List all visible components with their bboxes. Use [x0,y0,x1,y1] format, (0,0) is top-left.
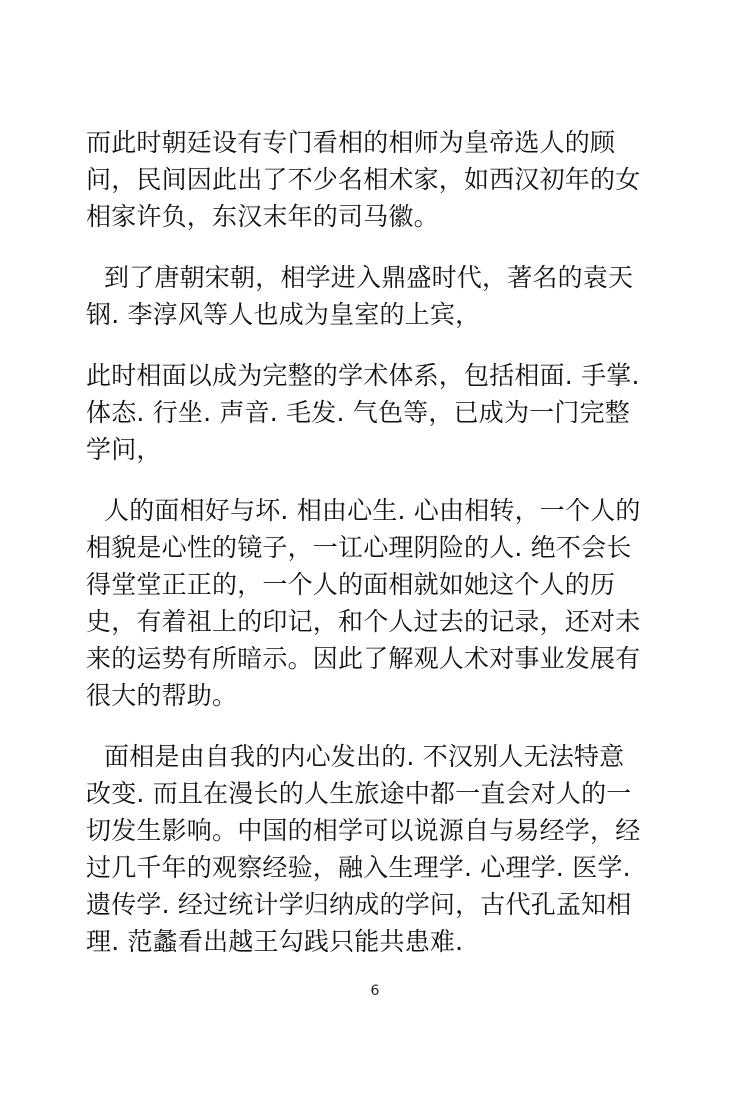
page-number: 6 [370,983,380,999]
paragraph-4: 人的面相好与坏. 相由心生. 心由相转，一个人的相貌是心性的镜子，一讧心理阴险的人. 绝不会长得堂堂正正的，一个人的面相就如她这个人的历史，有着祖上的印记，和个人过去的记录，还对未来的运势有所暗示。因此了解观人术对事业发展有很大的帮助。 [86,496,641,710]
paragraph-3: 此时相面以成为完整的学术体系，包括相面. 手掌. 体态. 行坐. 声音. 毛发. 气色等，已成为一门完整学问， [86,361,640,464]
paragraph-2: 到了唐朝宋朝，相学进入鼎盛时代，著名的袁天钢. 李淳风等人也成为皇室的上宾， [86,263,634,329]
paragraph-1: 而此时朝廷设有专门看相的相师为皇帝选人的顾问，民间因此出了不少名相术家，如西汉初年的女相家许负，东汉末年的司马徽。 [86,128,641,231]
document-body [86,124,646,984]
paragraph-5: 面相是由自我的内心发出的. 不汉别人无法特意改变. 而且在漫长的人生旅途中都一直会对人的一切发生影响。中国的相学可以说源自与易经学，经过几千年的观察经验，融入生理学. 心理学. 医学. 遗传学. 经过统计学归纳成的学问，古代孔孟知相理. 范蠡看出越王勾践只能共患难. [86,742,641,956]
